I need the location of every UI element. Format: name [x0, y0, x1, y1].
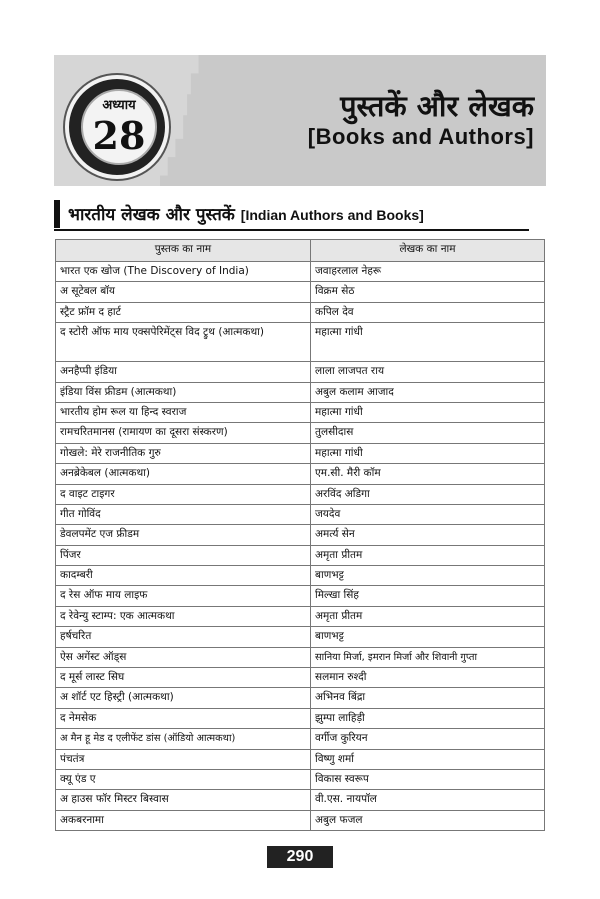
table-row: [56, 262, 545, 282]
author-cell: अरविंद अडिगा: [311, 484, 545, 504]
chapter-badge-inner: [81, 89, 157, 165]
section-title: [68, 202, 424, 225]
table-header-row: [56, 240, 545, 262]
author-cell: वी.एस. नायपॉल: [311, 790, 545, 810]
table-row: [56, 302, 545, 322]
book-cell: अनहैप्पी इंडिया: [56, 362, 311, 382]
author-cell: विकास स्वरूप: [311, 769, 545, 789]
book-cell: भारत एक खोज (The Discovery of India): [56, 262, 311, 282]
table-row: [56, 464, 545, 484]
book-cell: स्ट्रैट फ्रॉम द हार्ट: [56, 302, 311, 322]
section-underline: [54, 229, 529, 231]
book-cell: अ सूटेबल बॉय: [56, 282, 311, 302]
author-cell: महात्मा गांधी: [311, 402, 545, 422]
chapter-badge: [65, 75, 169, 179]
author-cell: बाणभट्ट: [311, 627, 545, 647]
book-cell: द रेवेन्यु स्टाम्प: एक आत्मकथा: [56, 606, 311, 626]
book-cell: पंचतंत्र: [56, 749, 311, 769]
chapter-number: 28: [92, 113, 146, 158]
book-cell: द मूर्स लास्ट सिघ: [56, 668, 311, 688]
table-row: [56, 504, 545, 524]
author-cell: अबुल कलाम आजाद: [311, 382, 545, 402]
table-row: [56, 443, 545, 463]
section-title-english: [Indian Authors and Books]: [240, 207, 424, 223]
header-author-name: लेखक का नाम: [311, 240, 545, 262]
table-row: [56, 688, 545, 708]
book-cell: भारतीय होम रूल या हिन्द स्वराज: [56, 402, 311, 422]
table-row: [56, 810, 545, 830]
table-row: [56, 769, 545, 789]
book-cell: कादम्बरी: [56, 566, 311, 586]
author-cell: अमर्त्य सेन: [311, 525, 545, 545]
table-row: [56, 627, 545, 647]
author-cell: जवाहरलाल नेहरू: [311, 262, 545, 282]
table-row: [56, 382, 545, 402]
author-cell: कपिल देव: [311, 302, 545, 322]
table-row: [56, 708, 545, 728]
table-row: [56, 423, 545, 443]
book-cell: द स्टोरी ऑफ माय एक्सपेरिमेंट्स विद ट्रुथ (आत्मकथा): [56, 323, 311, 362]
author-cell: जयदेव: [311, 504, 545, 524]
header-book-name: पुस्तक का नाम: [56, 240, 311, 262]
chapter-label: अध्याय: [102, 98, 136, 113]
table-row: [56, 323, 545, 362]
section-heading: [54, 198, 529, 230]
book-cell: ऐस अगेंस्ट ऑड्स: [56, 647, 311, 667]
book-cell: गीत गोविंद: [56, 504, 311, 524]
author-cell: विक्रम सेठ: [311, 282, 545, 302]
book-cell: रामचरितमानस (रामायण का दूसरा संस्करण): [56, 423, 311, 443]
page-number: 290: [267, 846, 333, 868]
author-cell: सलमान रुश्दी: [311, 668, 545, 688]
table-row: [56, 282, 545, 302]
book-cell: अनब्रेकेबल (आत्मकथा): [56, 464, 311, 484]
chapter-title-hindi: पुस्तकें और लेखक: [340, 89, 534, 123]
author-cell: वर्गीज कुरियन: [311, 729, 545, 749]
author-cell: अमृता प्रीतम: [311, 606, 545, 626]
author-cell: सानिया मिर्जा, इमरान मिर्जा और शिवानी गुप्ता: [311, 647, 545, 667]
author-cell: झुम्पा लाहिड़ी: [311, 708, 545, 728]
book-cell: इंडिया विंस फ्रीडम (आत्मकथा): [56, 382, 311, 402]
table-row: [56, 586, 545, 606]
table-row: [56, 647, 545, 667]
book-cell: गोखले: मेरे राजनीतिक गुरु: [56, 443, 311, 463]
table-row: [56, 362, 545, 382]
books-authors-table: [55, 239, 545, 831]
book-cell: द वाइट टाइगर: [56, 484, 311, 504]
book-cell: क्यू एंड ए: [56, 769, 311, 789]
table-row: [56, 525, 545, 545]
table-row: [56, 484, 545, 504]
author-cell: अबुल फजल: [311, 810, 545, 830]
table-row: [56, 566, 545, 586]
book-cell: अ मैन हू मेड द एलीफेंट डांस (ऑडियो आत्मकथा): [56, 729, 311, 749]
table-row: [56, 545, 545, 565]
author-cell: महात्मा गांधी: [311, 323, 545, 362]
table-row: [56, 606, 545, 626]
table-row: [56, 790, 545, 810]
book-cell: अ शॉर्ट एट हिस्ट्री (आत्मकथा): [56, 688, 311, 708]
author-cell: विष्णु शर्मा: [311, 749, 545, 769]
table-row: [56, 749, 545, 769]
author-cell: अभिनव बिंद्रा: [311, 688, 545, 708]
author-cell: बाणभट्ट: [311, 566, 545, 586]
book-cell: डेवलपमेंट एज फ्रीडम: [56, 525, 311, 545]
chapter-title-english: [Books and Authors]: [307, 124, 534, 149]
book-cell: पिंजर: [56, 545, 311, 565]
section-title-hindi: भारतीय लेखक और पुस्तकें: [68, 205, 235, 225]
book-cell: अकबरनामा: [56, 810, 311, 830]
table-row: [56, 668, 545, 688]
author-cell: अमृता प्रीतम: [311, 545, 545, 565]
section-heading-bar: [54, 200, 60, 228]
author-cell: महात्मा गांधी: [311, 443, 545, 463]
table-row: [56, 729, 545, 749]
author-cell: लाला लाजपत राय: [311, 362, 545, 382]
book-cell: द नेमसेक: [56, 708, 311, 728]
book-cell: हर्षचरित: [56, 627, 311, 647]
author-cell: एम.सी. मैरी कॉम: [311, 464, 545, 484]
table-row: [56, 402, 545, 422]
author-cell: तुलसीदास: [311, 423, 545, 443]
book-cell: द रेस ऑफ माय लाइफ: [56, 586, 311, 606]
book-cell: अ हाउस फॉर मिस्टर बिस्वास: [56, 790, 311, 810]
author-cell: मिल्खा सिंह: [311, 586, 545, 606]
